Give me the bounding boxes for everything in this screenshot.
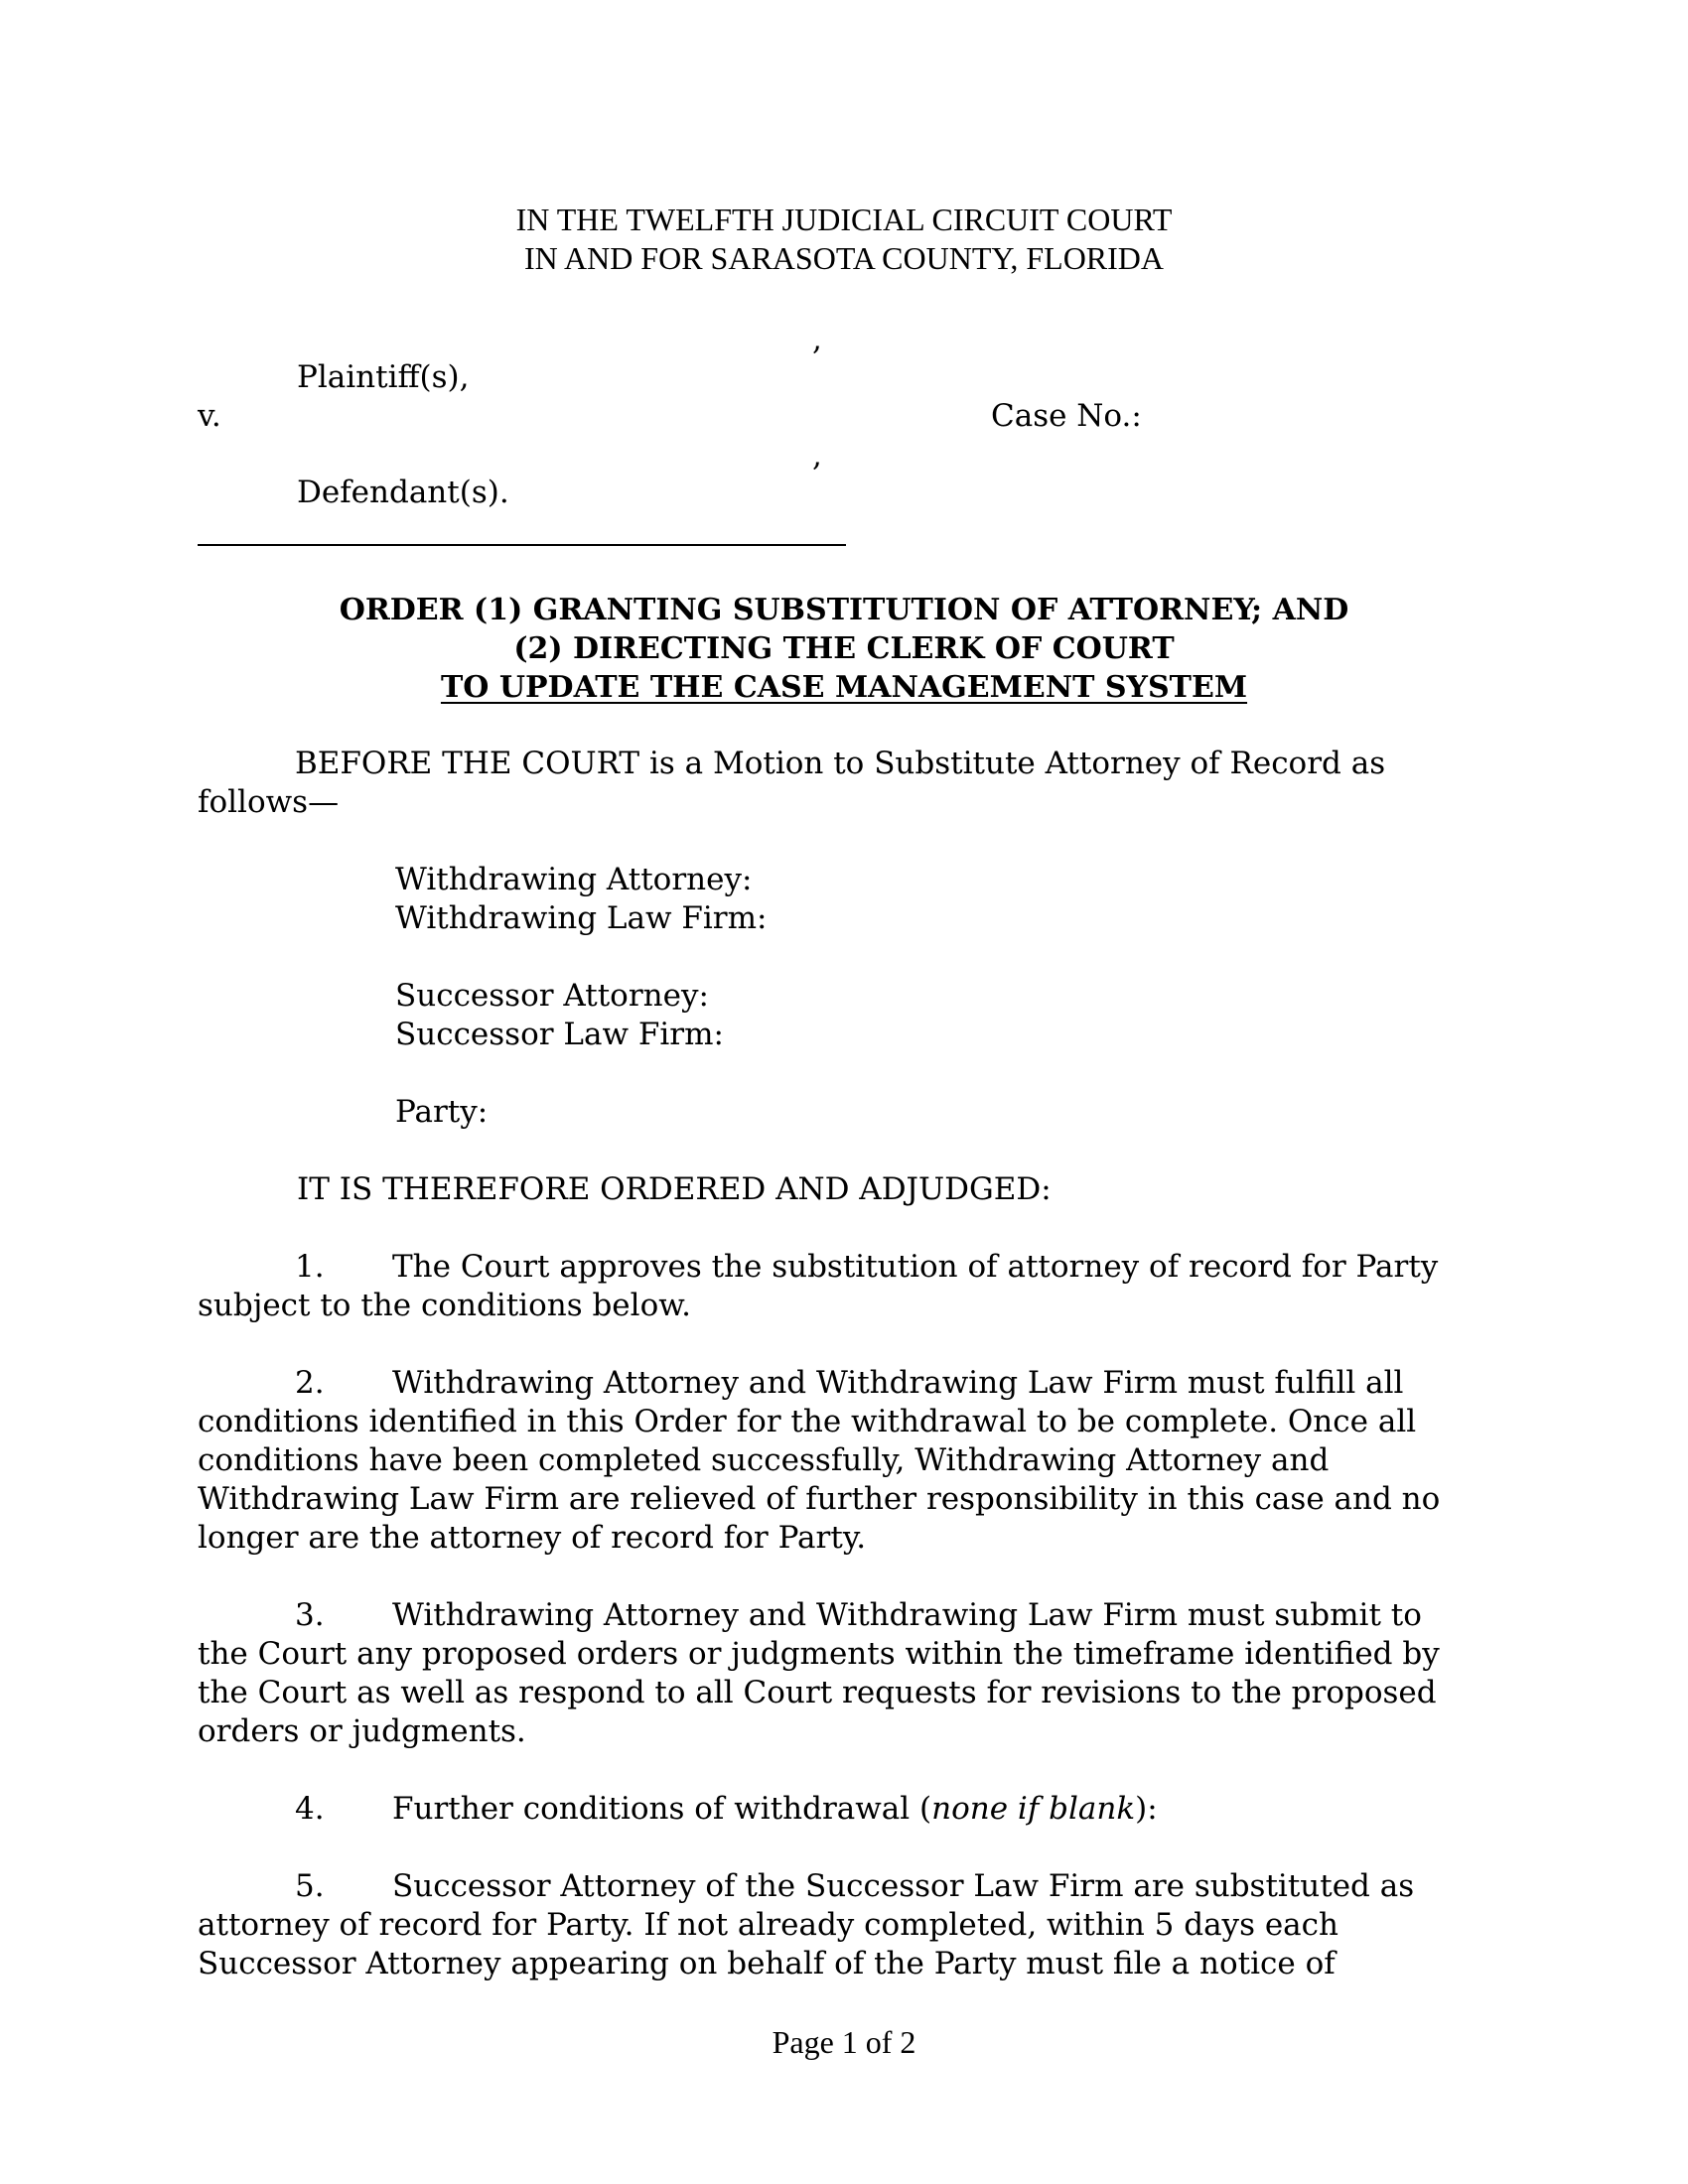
defendant-label: Defendant(s). [297, 475, 509, 510]
caption-divider [198, 544, 846, 546]
item-text: ): [1135, 1791, 1158, 1827]
ordered-and-adjudged: IT IS THEREFORE ORDERED AND ADJUDGED: [297, 1171, 1052, 1207]
item-number: 1. [295, 1249, 325, 1285]
order-title-line-3 [0, 668, 1688, 707]
item-text: Further conditions of withdrawal ( [392, 1791, 932, 1827]
item-text: attorney of record for Party. If not already completed, within 5 days each [198, 1907, 1338, 1943]
intro-line-2: follows— [198, 784, 340, 820]
item-text: subject to the conditions below. [198, 1288, 691, 1323]
versus-label: v. [198, 398, 221, 434]
item-text: the Court as well as respond to all Court requests for revisions to the proposed [198, 1675, 1437, 1710]
order-title-line-3-text: TO UPDATE THE CASE MANAGEMENT SYSTEM [440, 670, 1248, 705]
party-label: Party: [395, 1094, 489, 1130]
order-item-2 [198, 1364, 1488, 1558]
item-text: the Court any proposed orders or judgments within the timeframe identified by [198, 1636, 1440, 1672]
order-title-line-2: (2) DIRECTING THE CLERK OF COURT [513, 631, 1175, 666]
court-header-line-2: IN AND FOR SARASOTA COUNTY, FLORIDA [523, 240, 1165, 276]
item-text: conditions have been completed successfully, Withdrawing Attorney and [198, 1442, 1330, 1478]
item-text-italic: none if blank [931, 1791, 1136, 1827]
caption-comma-plaintiff: , [812, 322, 822, 357]
intro-line-1: BEFORE THE COURT is a Motion to Substitute Attorney of Record as [295, 746, 1386, 781]
order-title-line-1: ORDER (1) GRANTING SUBSTITUTION OF ATTORNEY; AND [339, 593, 1349, 627]
order-item-4 [198, 1790, 1488, 1829]
plaintiff-label: Plaintiff(s), [297, 359, 470, 395]
item-text: The Court approves the substitution of attorney of record for Party [392, 1249, 1439, 1285]
item-text: Withdrawing Law Firm are relieved of further responsibility in this case and no [198, 1481, 1441, 1517]
item-number: 2. [295, 1365, 325, 1401]
caption-comma-defendant: , [812, 438, 822, 474]
case-number-label: Case No.: [991, 398, 1142, 434]
order-item-1 [198, 1248, 1488, 1325]
court-header-line-1: IN THE TWELFTH JUDICIAL CIRCUIT COURT [515, 202, 1173, 237]
order-item-5 [198, 1867, 1488, 1983]
item-text: longer are the attorney of record for Party. [198, 1520, 867, 1556]
item-text: Successor Attorney of the Successor Law Firm are substituted as [392, 1868, 1415, 1904]
item-text: Withdrawing Attorney and Withdrawing Law Firm must submit to [392, 1597, 1422, 1633]
item-number: 3. [295, 1597, 325, 1633]
item-text: Successor Attorney appearing on behalf of the Party must file a notice of [198, 1946, 1336, 1981]
item-number: 5. [295, 1868, 325, 1904]
order-item-3 [198, 1596, 1488, 1751]
successor-law-firm-label: Successor Law Firm: [395, 1017, 724, 1052]
successor-attorney-label: Successor Attorney: [395, 978, 709, 1014]
item-text: conditions identified in this Order for the withdrawal to be complete. Once all [198, 1404, 1417, 1439]
item-number: 4. [295, 1791, 325, 1827]
item-text: orders or judgments. [198, 1713, 526, 1749]
item-text: Withdrawing Attorney and Withdrawing Law Firm must fulfill all [392, 1365, 1404, 1401]
page-number: Page 1 of 2 [772, 2024, 916, 2060]
intro-paragraph [198, 745, 1488, 822]
withdrawing-law-firm-label: Withdrawing Law Firm: [395, 900, 768, 936]
withdrawing-attorney-label: Withdrawing Attorney: [395, 862, 753, 897]
